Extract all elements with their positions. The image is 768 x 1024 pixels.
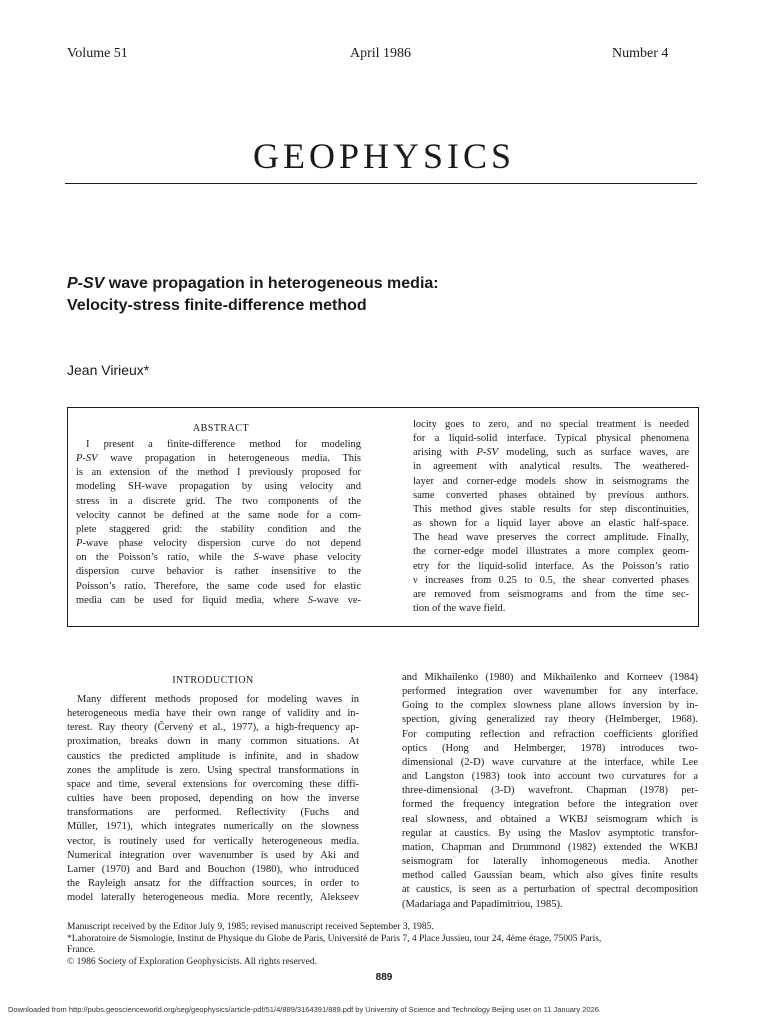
- intro-line: proximation, breaks down in many common situations. At: [67, 736, 359, 748]
- issue-date: April 1986: [350, 46, 412, 61]
- abstract-line: P-wave phase velocity dispersion curve do not depend: [76, 538, 361, 550]
- intro-line: optics (Hong and Helmberger, 1978) introduces two-: [402, 742, 698, 754]
- abstract-line: are removed from seismograms and from the time sec-: [413, 588, 689, 600]
- intro-line: terest. Ray theory (Červený et al., 1977), a high-frequency ap-: [67, 722, 359, 734]
- journal-title: GEOPHYSICS: [252, 136, 516, 176]
- intro-line: caustics the predicted amplitude is infinite, and in shadow: [67, 750, 359, 762]
- intro-line: Many different methods proposed for modeling waves in: [77, 694, 359, 705]
- intro-line: at caustics, is seen as a perturbation of spectral decomposition: [402, 884, 698, 896]
- intro-line: heterogeneous media have their own range of validity and in-: [67, 708, 359, 720]
- abstract-line: velocity cannot be defined at the same node for a com-: [76, 509, 361, 521]
- intro-line: formed the frequency integration before the integration over: [402, 799, 698, 811]
- intro-line: Larner (1970) and Bard and Bouchon (1980), who introduced: [67, 863, 359, 875]
- intro-line: real slowness, and obtained a WKBJ seismogram which is: [402, 813, 698, 825]
- intro-line: seismogram for laterally inhomogeneous media. Another: [402, 856, 698, 868]
- title-line-1-rest: wave propagation in heterogeneous media:: [104, 275, 439, 292]
- abstract-line: This method gives stable results for step discontinuities,: [413, 503, 689, 515]
- introduction-left-column: [67, 693, 359, 905]
- intro-line: spection, giving generalized ray theory (Helmberger, 1968).: [402, 714, 698, 726]
- intro-line: performed integration over wavenumber for any interface.: [402, 686, 698, 698]
- introduction-heading: INTRODUCTION: [172, 675, 254, 686]
- title-italic-term: P-SV: [67, 275, 105, 292]
- abstract-line: plete staggered grid: the stability condition and the: [76, 523, 361, 535]
- intro-line: model laterally heterogeneous media. More recently, Alekseev: [67, 892, 359, 904]
- abstract-line: on the Poisson’s ratio, while the S-wave phase velocity: [76, 552, 361, 564]
- abstract-right-column: [413, 418, 689, 616]
- article-title-line-2: Velocity-stress finite-difference method: [67, 297, 367, 314]
- abstract-line: arising with P-SV modeling, such as surface waves, are: [413, 447, 689, 459]
- intro-line: Müller, 1971), which integrates numerically on the slowness: [67, 821, 359, 833]
- footnote-received: Manuscript received by the Editor July 9, 1985; revised manuscript received September 3, 1985.: [67, 922, 434, 932]
- footnotes: [67, 922, 707, 968]
- abstract-line: same converted phases obtained by previous authors.: [413, 489, 689, 501]
- intro-line: zones the amplitude is zero. Using spectral transformations in: [67, 764, 359, 776]
- abstract-line: in agreement with analytical results. The weathered-: [413, 461, 689, 473]
- download-notice: Downloaded from http://pubs.geoscienceworld.org/seg/geophysics/article-pdf/51/4/889/3164391/889.pdf by University of Science and Technology Beijing user on 11 January 2026: [8, 1005, 599, 1014]
- intro-line: For computing reflection and refraction coefficients glorified: [402, 728, 698, 740]
- intro-line: (Madariaga and Papadimitriou, 1985).: [402, 898, 563, 910]
- page-number: 889: [375, 972, 393, 983]
- intro-line: transformations are performed. Reflectivity (Fuchs and: [67, 807, 359, 819]
- abstract-line: The head wave preserves the correct amplitude. Finally,: [413, 532, 689, 544]
- abstract-line: ν increases from 0.25 to 0.5, the shear converted phases: [413, 574, 689, 586]
- author-name: Jean Virieux*: [67, 362, 150, 378]
- abstract-line: locity goes to zero, and no special treatment is needed: [413, 419, 689, 430]
- abstract-line: media can be used for liquid media, where S-wave ve-: [76, 594, 361, 606]
- abstract-line: the corner-edge model illustrates a more complex geom-: [413, 546, 689, 558]
- intro-line: Going to the complex slowness plane allows inversion by in-: [402, 700, 698, 712]
- abstract-line: as shown for a liquid layer above an elastic half-space.: [413, 518, 689, 530]
- abstract-line: etry for the liquid-solid interface. As the Poisson’s ratio: [413, 560, 689, 572]
- header-rule: [65, 183, 697, 184]
- abstract-line: is an extension of the method I previously proposed for: [76, 467, 361, 479]
- footnote-affiliation-1: *Laboratoire de Sismologie, Institut de Physique du Globe de Paris, Université de Paris 7, 4 Place Jussieu, tour 24, 4ème étage, 75005 Paris,: [67, 933, 602, 944]
- abstract-line: P-SV wave propagation in heterogeneous media. This: [76, 453, 361, 465]
- abstract-line: stress in a discrete grid. The two components of the: [76, 495, 361, 507]
- intro-line: culties have been proposed, depending on how the inverse: [67, 793, 359, 805]
- abstract-heading: ABSTRACT: [192, 423, 250, 434]
- introduction-right-column: [402, 671, 698, 912]
- intro-line: method called Gaussian beam, which also gives finite results: [402, 870, 698, 882]
- footnote-copyright: © 1986 Society of Exploration Geophysicists. All rights reserved.: [67, 956, 317, 967]
- intro-line: mation, Chapman and Drummond (1982) extended the WKBJ: [402, 841, 698, 853]
- issue-number: Number 4: [612, 46, 669, 61]
- intro-line: and Mikhailenko (1980) and Mikhailenko and Korneev (1984): [402, 672, 698, 683]
- abstract-line: dispersion curve behavior is rather insensitive to the: [76, 566, 361, 578]
- intro-line: the Rayleigh ansatz for the diffraction sources, in order to: [67, 878, 359, 890]
- abstract-line: I present a finite-difference method for modeling: [86, 439, 361, 450]
- abstract-line: tion of the wave field.: [413, 603, 506, 615]
- intro-line: Numerical integration over wavenumber is used by Aki and: [67, 849, 359, 861]
- intro-line: dimensional (2-D) wave curvature at the interface, while Lee: [402, 756, 698, 768]
- footnote-affiliation-2: France.: [67, 945, 96, 955]
- abstract-line: layer and corner-edge models show in seismograms the: [413, 475, 689, 487]
- intro-line: regular at caustics. By using the Maslov asymptotic transfor-: [402, 827, 698, 839]
- intro-line: vector, is routinely used for vertically heterogeneous media.: [67, 835, 359, 847]
- intro-line: three-dimensional (3-D) wavefront. Chapman (1978) per-: [402, 785, 698, 797]
- abstract-left-column: [76, 438, 361, 608]
- volume-label: Volume 51: [67, 46, 128, 61]
- intro-line: space and time, several extensions for overcoming these diffi-: [67, 778, 359, 790]
- abstract-line: Poisson’s ratio. Therefore, the same code used for elastic: [76, 580, 361, 592]
- intro-line: and Langston (1983) took into account two curvatures for a: [402, 771, 698, 783]
- abstract-line: for a liquid-solid interface. Typical physical phenomena: [413, 433, 689, 445]
- article-title-line-1: [67, 275, 439, 293]
- abstract-line: modeling SH-wave propagation by using velocity and: [76, 481, 361, 493]
